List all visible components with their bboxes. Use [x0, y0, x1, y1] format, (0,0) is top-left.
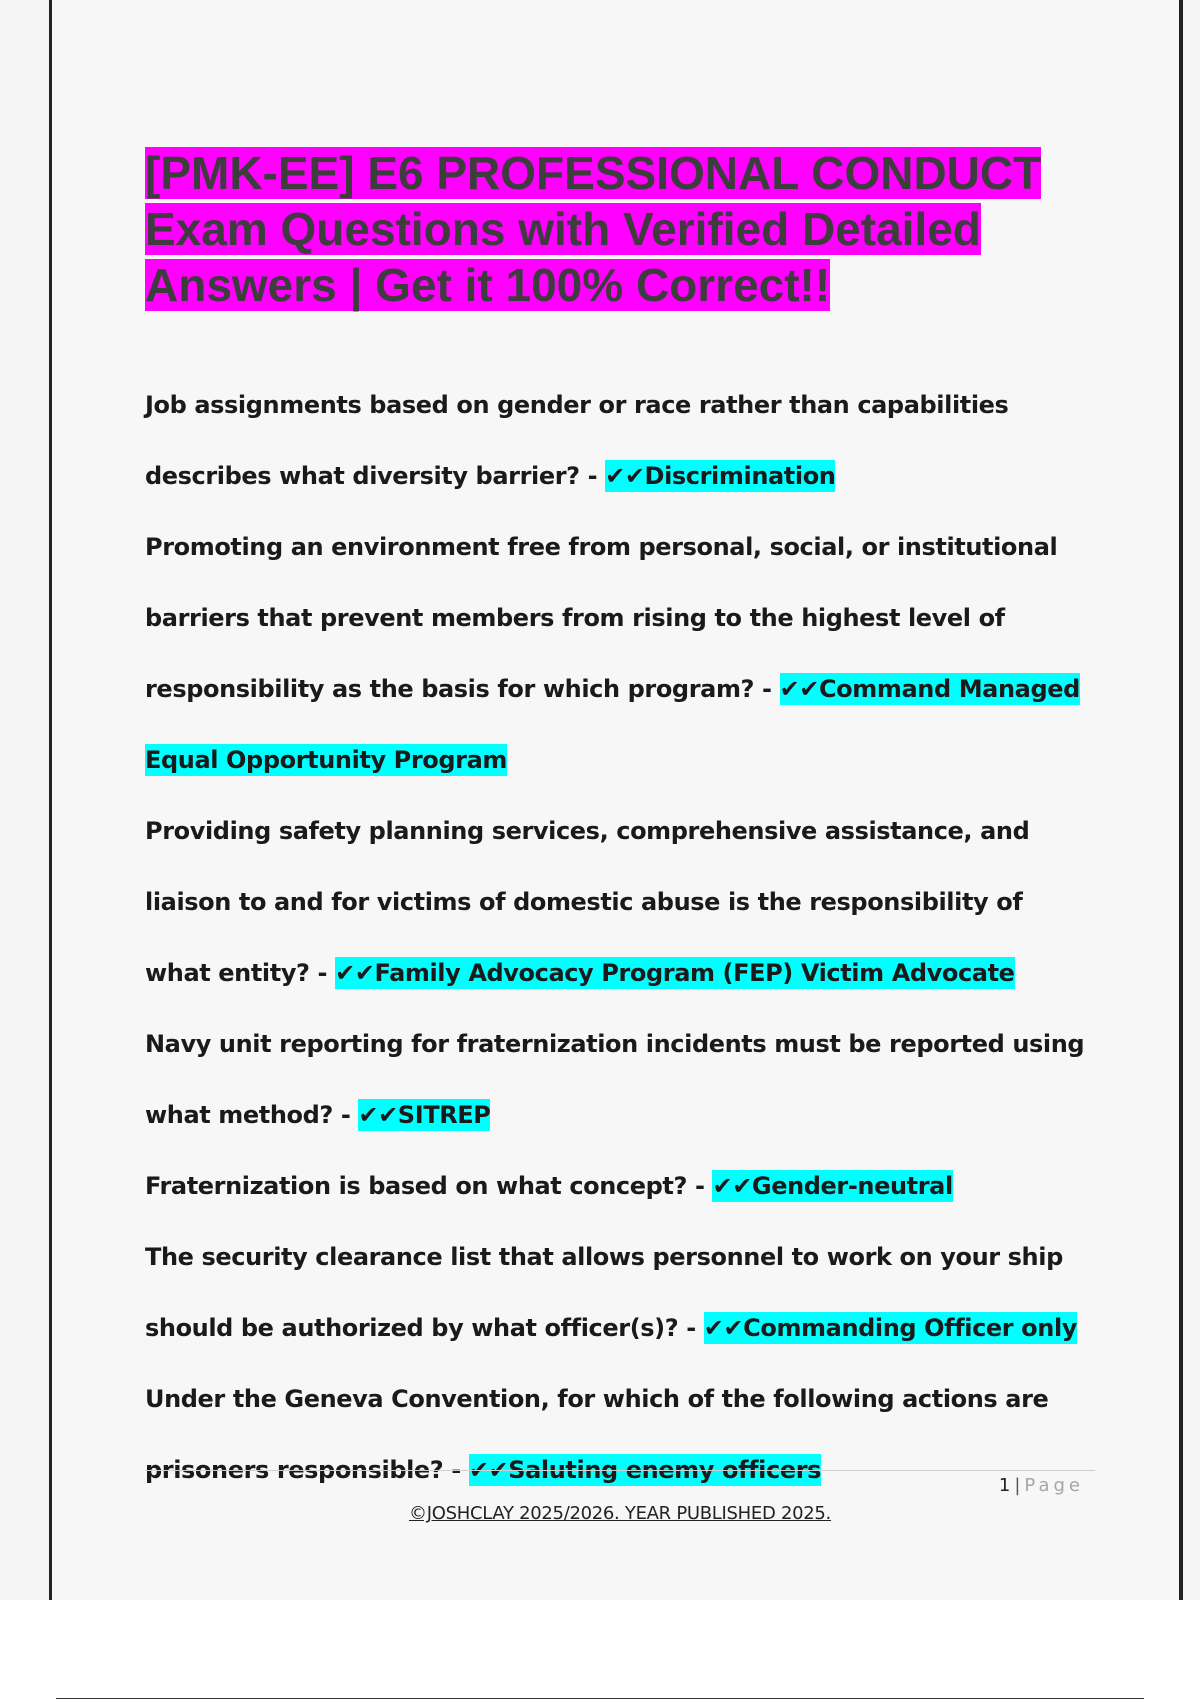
question-text: Under the Geneva Convention, for which of the following actions are prisoners responsible? - [145, 1385, 1049, 1484]
question-text: The security clearance list that allows personnel to work on your ship should be authorized by what officer(s)? - [145, 1243, 1063, 1342]
question-text: Providing safety planning services, comprehensive assistance, and liaison to and for victims of domestic abuse is the responsibility of what entity? - [145, 817, 1030, 987]
title-highlight: [PMK-EE] E6 PROFESSIONAL CONDUCT Exam Questions with Verified Detailed Answers | Get it 100% Correct!! [145, 147, 1042, 311]
question-text: Job assignments based on gender or race rather than capabilities describes what diversity barrier? - [145, 391, 1009, 490]
qa-item [145, 1009, 1095, 1151]
footer-divider [145, 1470, 1095, 1471]
bottom-divider [56, 1698, 1144, 1699]
answer-text: ✔✔Discrimination [605, 462, 836, 490]
question-text: Promoting an environment free from personal, social, or institutional barriers that prevent members from rising to the highest level of responsibility as the basis for which program? - [145, 533, 1058, 703]
question-text: Fraternization is based on what concept? - [145, 1172, 713, 1200]
answer-text: ✔✔Gender-neutral [712, 1172, 953, 1200]
question-text: Navy unit reporting for fraternization incidents must be reported using what method? - [145, 1030, 1085, 1129]
qa-item [145, 1151, 1095, 1222]
page-label: Page [1024, 1475, 1084, 1496]
qa-item [145, 1222, 1095, 1364]
answer-text: ✔✔SITREP [358, 1101, 491, 1129]
answer-text: ✔✔Saluting enemy officers [468, 1456, 822, 1484]
qa-item [145, 512, 1095, 796]
answer-text: ✔✔Command Managed Equal Opportunity Program [145, 675, 1080, 774]
copyright-notice: ©JOSHCLAY 2025/2026. YEAR PUBLISHED 2025. [409, 1503, 831, 1524]
answer-text: ✔✔Family Advocacy Program (FEP) Victim Advocate [335, 959, 1015, 987]
question-answer-list [145, 370, 1095, 1506]
page-number [999, 1474, 1084, 1498]
qa-item [145, 796, 1095, 1009]
page-number-separator: | [1014, 1475, 1021, 1496]
document-title [145, 145, 1095, 313]
qa-item [145, 370, 1095, 512]
answer-text: ✔✔Commanding Officer only [703, 1314, 1078, 1342]
page-number-value: 1 [998, 1475, 1011, 1496]
qa-item [145, 1364, 1095, 1506]
